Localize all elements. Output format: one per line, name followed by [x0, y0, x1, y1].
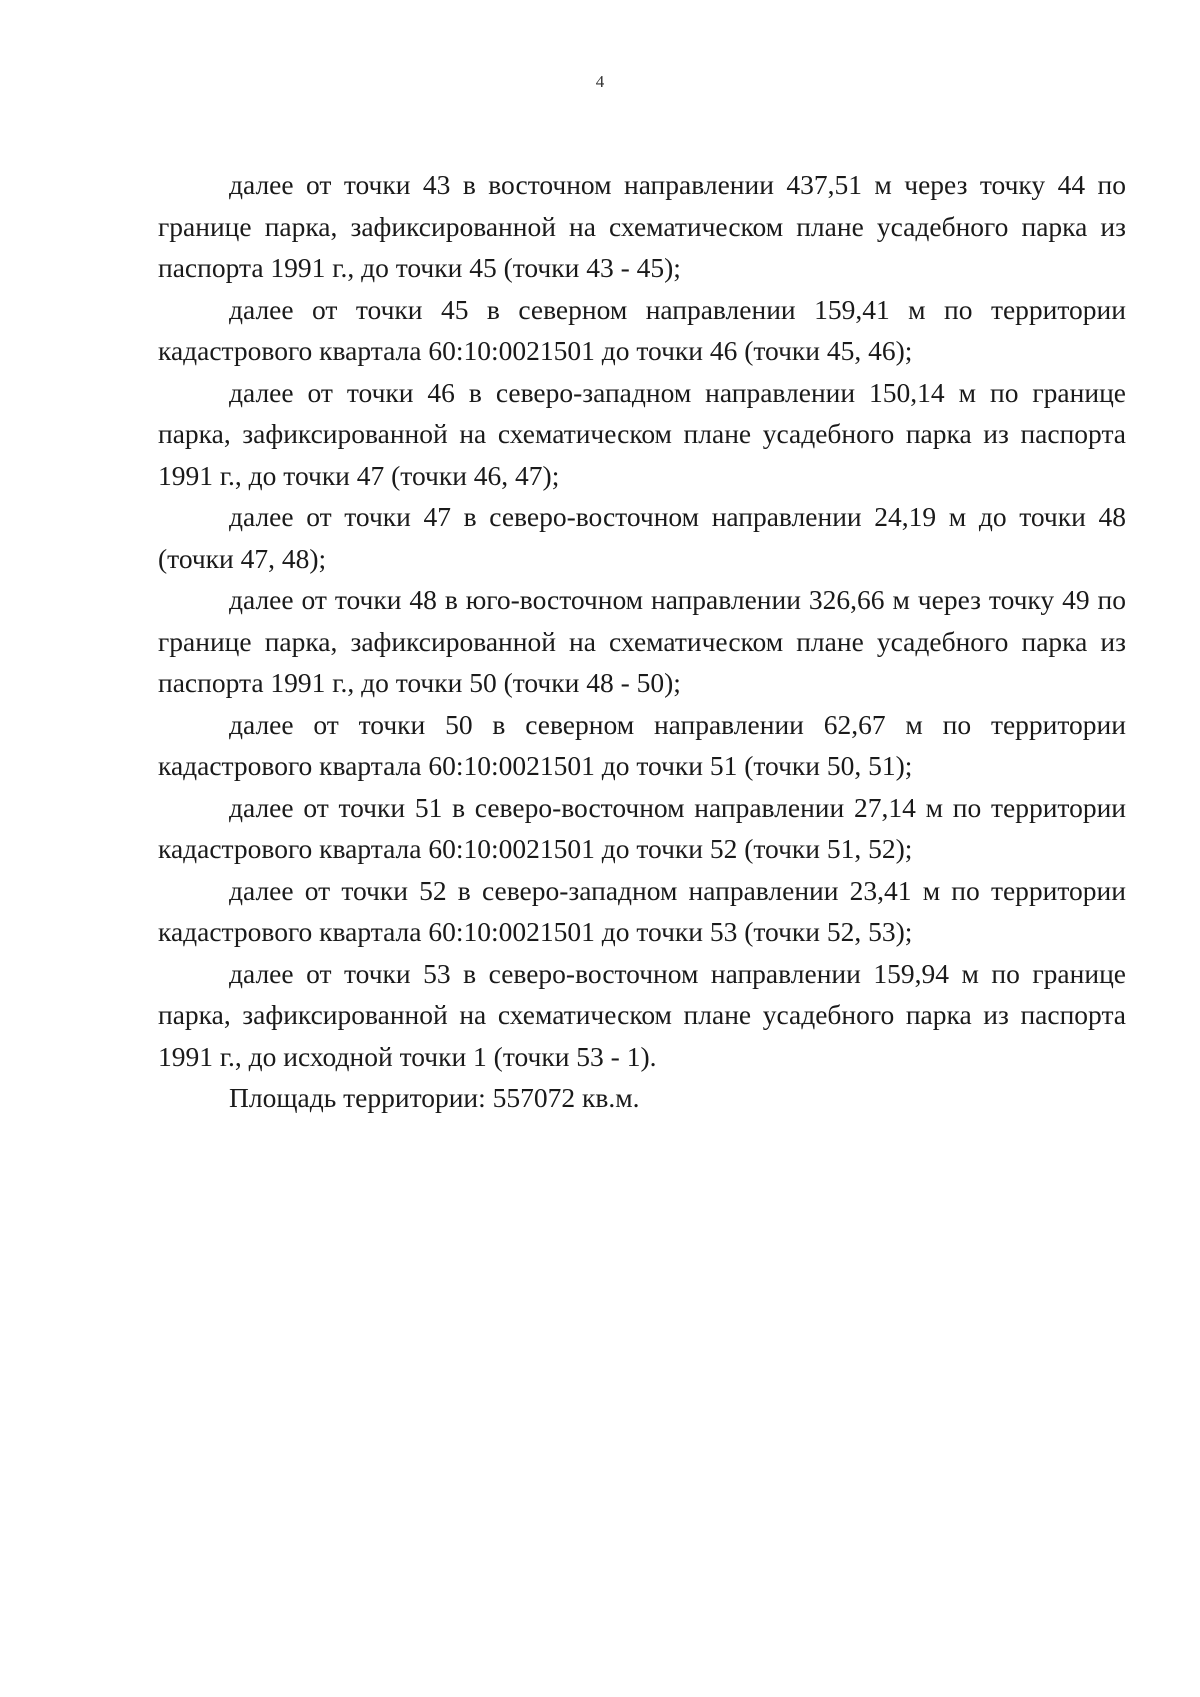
document-body [158, 164, 1126, 1119]
boundary-paragraph-7: далее от точки 51 в северо-восточном направлении 27,14 м по территории кадастрового квартала 60:10:0021501 до точки 52 (точки 51, 52); [158, 791, 1126, 864]
boundary-paragraph-5: далее от точки 48 в юго-восточном направлении 326,66 м через точку 49 по границе парка, зафиксированной на схематическом плане усадебного парка из паспорта 1991 г., до точки 50 (точки 48 - 50); [158, 584, 1126, 698]
boundary-paragraph-1: далее от точки 43 в восточном направлении 437,51 м через точку 44 по границе парка, зафиксированной на схематическом плане усадебного парка из паспорта 1991 г., до точки 45 (точки 43 - 45); [158, 169, 1126, 283]
boundary-paragraph-2: далее от точки 45 в северном направлении 159,41 м по территории кадастрового квартала 60:10:0021501 до точки 46 (точки 45, 46); [158, 293, 1126, 366]
page-number: 4 [595, 72, 605, 91]
boundary-paragraph-3: далее от точки 46 в северо-западном направлении 150,14 м по границе парка, зафиксированной на схематическом плане усадебного парка из паспорта 1991 г., до точки 47 (точки 46, 47); [158, 376, 1126, 491]
area-statement: Площадь территории: 557072 кв.м. [229, 1082, 640, 1113]
boundary-paragraph-8: далее от точки 52 в северо-западном направлении 23,41 м по территории кадастрового квартала 60:10:0021501 до точки 53 (точки 52, 53); [158, 874, 1126, 947]
boundary-paragraph-9: далее от точки 53 в северо-восточном направлении 159,94 м по границе парка, зафиксированной на схематическом плане усадебного парка из паспорта 1991 г., до исходной точки 1 (точки 53 - 1). [158, 957, 1126, 1072]
boundary-paragraph-6: далее от точки 50 в северном направлении 62,67 м по территории кадастрового квартала 60:10:0021501 до точки 51 (точки 50, 51); [158, 708, 1126, 781]
boundary-paragraph-4: далее от точки 47 в северо-восточном направлении 24,19 м до точки 48 (точки 47, 48); [158, 501, 1126, 574]
